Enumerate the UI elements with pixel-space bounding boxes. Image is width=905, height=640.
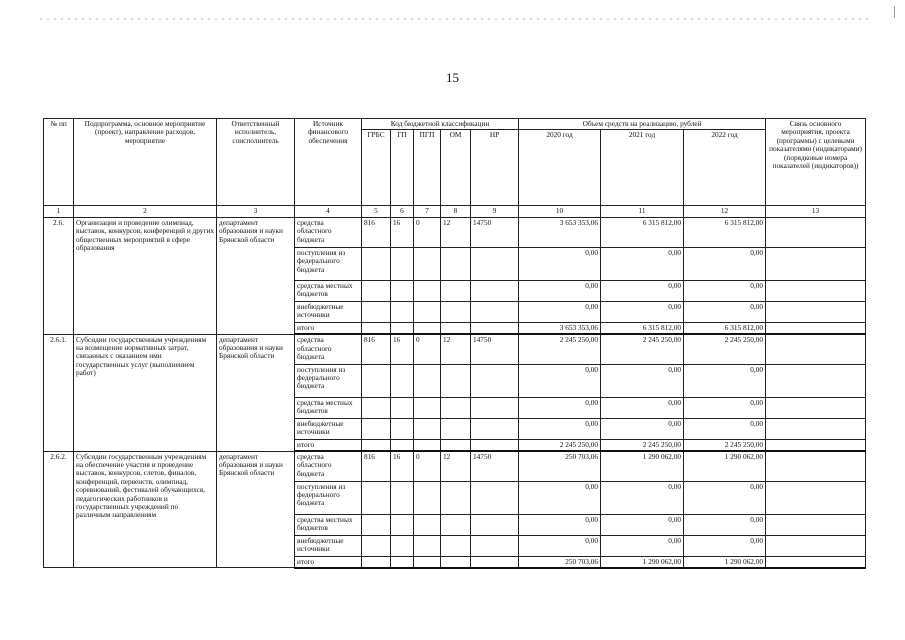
- amount-2020: 0,00: [519, 418, 601, 439]
- source-label: итого: [295, 322, 362, 334]
- code-pgp: [414, 247, 441, 280]
- page-number: 15: [446, 70, 459, 85]
- code-gp: [391, 418, 414, 439]
- column-number: 5: [362, 206, 391, 217]
- code-pgp: [414, 514, 441, 535]
- source-label: внебюджетные источники: [295, 418, 362, 439]
- code-gp: [391, 247, 414, 280]
- amount-2020: 0,00: [519, 364, 601, 397]
- amount-2021: 1 290 062,00: [601, 556, 684, 568]
- code-om: [441, 514, 471, 535]
- code-pgp: [414, 364, 441, 397]
- amount-2022: 0,00: [684, 535, 766, 556]
- header-volume: Объем средств на реализацию, рублей: [519, 119, 766, 130]
- amount-2022: 0,00: [684, 247, 766, 280]
- code-nr: [471, 280, 519, 301]
- code-om: 12: [441, 334, 471, 364]
- code-nr: 14750: [471, 217, 519, 247]
- column-number: 11: [601, 206, 684, 217]
- code-gp: 16: [391, 451, 414, 481]
- indicator-link: [766, 247, 866, 280]
- header-2021: 2021 год: [601, 130, 684, 206]
- amount-2020: 0,00: [519, 514, 601, 535]
- amount-2021: 6 315 812,00: [601, 322, 684, 334]
- code-gp: [391, 481, 414, 514]
- code-gp: [391, 322, 414, 334]
- table-row: [44, 334, 866, 364]
- header-gp: ГП: [391, 130, 414, 206]
- code-gp: [391, 514, 414, 535]
- header-source: Источник финансового обеспечения: [295, 119, 362, 206]
- code-pgp: [414, 439, 441, 451]
- amount-2022: 1 290 062,00: [684, 451, 766, 481]
- amount-2021: 0,00: [601, 397, 684, 418]
- table-row: [44, 217, 866, 247]
- amount-2021: 1 290 062,00: [601, 451, 684, 481]
- amount-2020: 0,00: [519, 301, 601, 322]
- amount-2022: 0,00: [684, 418, 766, 439]
- amount-2020: 2 245 250,00: [519, 334, 601, 364]
- indicator-link: [766, 364, 866, 397]
- source-label: средства областного бюджета: [295, 334, 362, 364]
- source-label: поступления из федерального бюджета: [295, 364, 362, 397]
- code-nr: [471, 364, 519, 397]
- code-om: [441, 535, 471, 556]
- column-number: 4: [295, 206, 362, 217]
- code-pgp: [414, 301, 441, 322]
- code-nr: [471, 301, 519, 322]
- code-grbs: [362, 439, 391, 451]
- code-grbs: [362, 301, 391, 322]
- row-number: 2.6.1.: [44, 334, 74, 451]
- code-gp: [391, 364, 414, 397]
- code-nr: [471, 535, 519, 556]
- row-responsible: департамент образования и науки Брянской области: [217, 334, 295, 451]
- column-number: 8: [441, 206, 471, 217]
- column-number: 13: [766, 206, 866, 217]
- header-2020: 2020 год: [519, 130, 601, 206]
- header-grbs: ГРБС: [362, 130, 391, 206]
- code-gp: [391, 556, 414, 568]
- amount-2020: 0,00: [519, 397, 601, 418]
- column-number-row: [44, 206, 866, 217]
- column-number: 7: [414, 206, 441, 217]
- source-label: средства местных бюджетов: [295, 280, 362, 301]
- code-grbs: [362, 556, 391, 568]
- code-om: [441, 301, 471, 322]
- amount-2022: 0,00: [684, 280, 766, 301]
- code-grbs: [362, 247, 391, 280]
- source-label: итого: [295, 439, 362, 451]
- amount-2022: 0,00: [684, 514, 766, 535]
- source-label: поступления из федерального бюджета: [295, 247, 362, 280]
- scan-edge-mark: [894, 6, 895, 18]
- code-nr: [471, 556, 519, 568]
- scan-artifact: [40, 18, 870, 20]
- code-om: 12: [441, 451, 471, 481]
- header-pgp: ПГП: [414, 130, 441, 206]
- code-pgp: 0: [414, 451, 441, 481]
- row-responsible: департамент образования и науки Брянской области: [217, 451, 295, 568]
- header-budget-code: Код бюджетной классификации: [362, 119, 519, 130]
- code-nr: [471, 397, 519, 418]
- amount-2020: 3 653 353,06: [519, 217, 601, 247]
- amount-2020: 0,00: [519, 247, 601, 280]
- code-gp: 16: [391, 334, 414, 364]
- indicator-link: [766, 439, 866, 451]
- column-number: 9: [471, 206, 519, 217]
- code-om: [441, 397, 471, 418]
- code-nr: 14750: [471, 334, 519, 364]
- row-title: Субсидии государственным учреждениям на возмещение нормативных затрат, связанных с оказанием ими государственных услуг (выполнением работ): [74, 334, 217, 451]
- code-grbs: [362, 364, 391, 397]
- code-gp: [391, 439, 414, 451]
- amount-2020: 0,00: [519, 535, 601, 556]
- amount-2022: 0,00: [684, 397, 766, 418]
- source-label: итого: [295, 556, 362, 568]
- code-pgp: [414, 280, 441, 301]
- amount-2022: 6 315 812,00: [684, 322, 766, 334]
- code-om: [441, 439, 471, 451]
- indicator-link: [766, 397, 866, 418]
- code-gp: [391, 301, 414, 322]
- amount-2022: 2 245 250,00: [684, 439, 766, 451]
- header-link: Связь основного мероприятия, проекта (программы) с целевыми показателями (индикаторами) (порядковые номера показателей (индикаторов)): [766, 119, 866, 206]
- code-om: [441, 556, 471, 568]
- row-number: 2.6.2.: [44, 451, 74, 568]
- code-nr: [471, 481, 519, 514]
- indicator-link: [766, 418, 866, 439]
- header-2022: 2022 год: [684, 130, 766, 206]
- amount-2021: 0,00: [601, 364, 684, 397]
- header-responsible: Ответственный исполнитель, соисполнитель: [217, 119, 295, 206]
- amount-2021: 0,00: [601, 247, 684, 280]
- code-grbs: 816: [362, 334, 391, 364]
- code-om: [441, 364, 471, 397]
- code-pgp: [414, 322, 441, 334]
- amount-2021: 2 245 250,00: [601, 334, 684, 364]
- amount-2020: 250 703,06: [519, 556, 601, 568]
- code-nr: 14750: [471, 451, 519, 481]
- code-grbs: 816: [362, 217, 391, 247]
- amount-2022: 1 290 062,00: [684, 556, 766, 568]
- amount-2022: 6 315 812,00: [684, 217, 766, 247]
- amount-2021: 0,00: [601, 481, 684, 514]
- code-pgp: [414, 397, 441, 418]
- code-grbs: [362, 397, 391, 418]
- source-label: внебюджетные источники: [295, 535, 362, 556]
- amount-2020: 0,00: [519, 481, 601, 514]
- code-grbs: 816: [362, 451, 391, 481]
- indicator-link: [766, 556, 866, 568]
- header-no: № пп: [44, 119, 74, 206]
- amount-2021: 0,00: [601, 280, 684, 301]
- header-nr: НР: [471, 130, 519, 206]
- code-om: 12: [441, 217, 471, 247]
- indicator-link: [766, 535, 866, 556]
- row-title: Субсидии государственным учреждениям на обеспечение участия и проведение выставок, конкурсов, слетов, финалов, конференций, первенств, олимпиад, соревнований, фестивалей обучающихся, педагогических работников и государственных учреждений по различным направлениям: [74, 451, 217, 568]
- code-grbs: [362, 322, 391, 334]
- code-gp: [391, 535, 414, 556]
- column-number: 3: [217, 206, 295, 217]
- code-nr: [471, 514, 519, 535]
- code-grbs: [362, 535, 391, 556]
- indicator-link: [766, 217, 866, 247]
- amount-2022: 2 245 250,00: [684, 334, 766, 364]
- code-grbs: [362, 418, 391, 439]
- column-number: 6: [391, 206, 414, 217]
- indicator-link: [766, 301, 866, 322]
- source-label: средства местных бюджетов: [295, 397, 362, 418]
- code-grbs: [362, 514, 391, 535]
- code-gp: [391, 397, 414, 418]
- indicator-link: [766, 451, 866, 481]
- code-pgp: [414, 535, 441, 556]
- indicator-link: [766, 514, 866, 535]
- amount-2022: 0,00: [684, 481, 766, 514]
- amount-2021: 0,00: [601, 535, 684, 556]
- amount-2020: 3 653 353,06: [519, 322, 601, 334]
- source-label: средства местных бюджетов: [295, 514, 362, 535]
- amount-2022: 0,00: [684, 364, 766, 397]
- row-title: Организация и проведение олимпиад, выставок, конкурсов, конференций и других общественных мероприятий в сфере образования: [74, 217, 217, 334]
- code-gp: [391, 280, 414, 301]
- code-gp: 16: [391, 217, 414, 247]
- row-number: 2.6.: [44, 217, 74, 334]
- code-nr: [471, 418, 519, 439]
- header-program: Подпрограмма, основное мероприятие (проект), направление расходов, мероприятие: [74, 119, 217, 206]
- amount-2021: 2 245 250,00: [601, 439, 684, 451]
- code-pgp: [414, 556, 441, 568]
- code-om: [441, 322, 471, 334]
- source-label: внебюджетные источники: [295, 301, 362, 322]
- column-number: 10: [519, 206, 601, 217]
- code-pgp: 0: [414, 217, 441, 247]
- amount-2020: 2 245 250,00: [519, 439, 601, 451]
- amount-2021: 0,00: [601, 514, 684, 535]
- code-grbs: [362, 280, 391, 301]
- amount-2021: 0,00: [601, 301, 684, 322]
- indicator-link: [766, 322, 866, 334]
- code-pgp: [414, 481, 441, 514]
- source-label: поступления из федерального бюджета: [295, 481, 362, 514]
- indicator-link: [766, 481, 866, 514]
- amount-2020: 250 703,06: [519, 451, 601, 481]
- code-om: [441, 280, 471, 301]
- code-nr: [471, 439, 519, 451]
- source-label: средства областного бюджета: [295, 451, 362, 481]
- code-om: [441, 481, 471, 514]
- column-number: 1: [44, 206, 74, 217]
- budget-table: [43, 118, 866, 569]
- indicator-link: [766, 334, 866, 364]
- code-nr: [471, 247, 519, 280]
- table-row: [44, 451, 866, 481]
- indicator-link: [766, 280, 866, 301]
- source-label: средства областного бюджета: [295, 217, 362, 247]
- column-number: 2: [74, 206, 217, 217]
- code-pgp: [414, 418, 441, 439]
- amount-2022: 0,00: [684, 301, 766, 322]
- header-om: ОМ: [441, 130, 471, 206]
- code-om: [441, 418, 471, 439]
- column-number: 12: [684, 206, 766, 217]
- code-pgp: 0: [414, 334, 441, 364]
- code-grbs: [362, 481, 391, 514]
- amount-2021: 6 315 812,00: [601, 217, 684, 247]
- code-nr: [471, 322, 519, 334]
- row-responsible: департамент образования и науки Брянской области: [217, 217, 295, 334]
- code-om: [441, 247, 471, 280]
- amount-2021: 0,00: [601, 418, 684, 439]
- amount-2020: 0,00: [519, 280, 601, 301]
